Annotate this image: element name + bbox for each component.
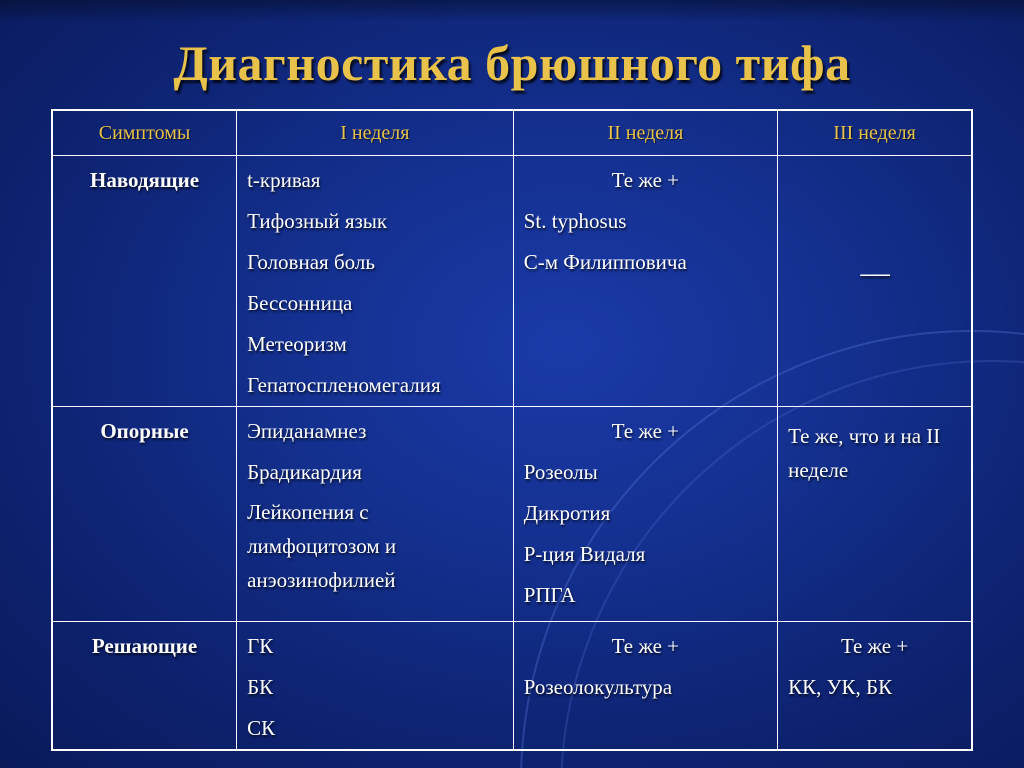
list-item: Метеоризм (247, 332, 347, 356)
list-item: БК (247, 675, 274, 699)
week1-cell (237, 622, 514, 751)
list-item: Те же + (611, 419, 680, 443)
week1-cell (237, 156, 514, 407)
table-row (52, 622, 972, 751)
list-item: St. typhosus (523, 209, 627, 233)
week2-cell (513, 622, 777, 751)
row-label: Наводящие (52, 156, 237, 407)
list-item: Те же + (840, 634, 909, 658)
header-week-3: III неделя (778, 110, 972, 156)
header-week-1: I неделя (237, 110, 514, 156)
list-item: Головная боль (247, 250, 375, 274)
week3-cell (778, 156, 972, 407)
list-item: Брадикардия (247, 460, 362, 484)
list-item: Бессонница (247, 291, 353, 315)
row-label: Опорные (52, 407, 237, 622)
slide-title: Диагностика брюшного тифа (173, 35, 851, 91)
week3-cell (778, 407, 972, 622)
list-item: Те же + (611, 634, 680, 658)
week2-cell (513, 407, 777, 622)
list-item: Розеолокультура (523, 675, 673, 699)
table-row (52, 407, 972, 622)
list-item: t-кривая (247, 168, 321, 192)
week3-cell (778, 622, 972, 751)
empty-dash: ___ (860, 254, 889, 278)
row-label: Решающие (52, 622, 237, 751)
list-item: Те же + (611, 168, 680, 192)
list-item: Р-ция Видаля (523, 542, 646, 566)
week2-cell (513, 156, 777, 407)
list-item: СК (247, 716, 276, 740)
diagnostics-table (51, 109, 973, 751)
list-item: ГК (247, 634, 274, 658)
list-item: РПГА (523, 583, 576, 607)
week1-cell (237, 407, 514, 622)
table-header-row (52, 110, 972, 156)
header-week-2: II неделя (513, 110, 777, 156)
list-item: Эпиданамнез (247, 419, 367, 443)
list-item: Тифозный язык (247, 209, 388, 233)
list-item: КК, УК, БК (788, 675, 893, 699)
list-item: Те же, что и на II неделе (788, 424, 941, 482)
list-item: Лейкопения с лимфоцитозом и анэозинофилией (247, 500, 397, 592)
top-shadow (0, 0, 1024, 22)
list-item: С-м Филипповича (523, 250, 687, 274)
table-row (52, 156, 972, 407)
list-item: Дикротия (523, 501, 611, 525)
list-item: Гепатоспленомегалия (247, 373, 441, 397)
list-item: Розеолы (523, 460, 598, 484)
header-symptoms: Симптомы (52, 110, 237, 156)
